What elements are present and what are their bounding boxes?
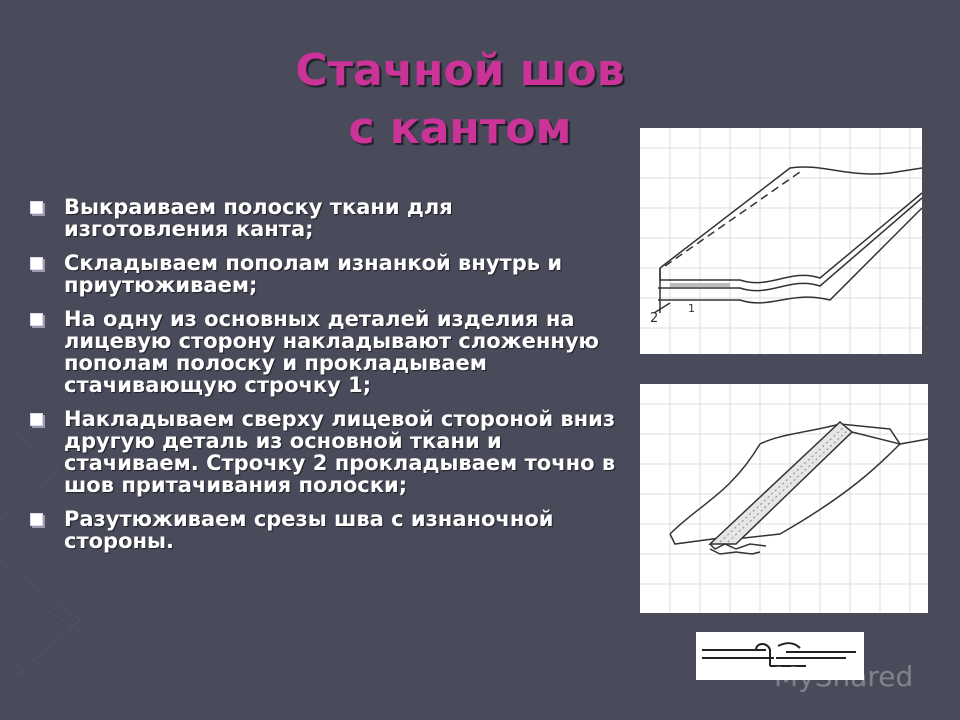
square-bullet-icon — [30, 201, 43, 214]
seam-diagram-1 — [640, 128, 922, 354]
figure-label: 1 — [688, 302, 695, 315]
square-bullet-icon — [30, 513, 43, 526]
square-bullet-icon — [30, 257, 43, 270]
figure-label: 2 — [650, 311, 659, 326]
list-item — [28, 196, 618, 240]
seam-diagram-2-drawing — [640, 384, 928, 613]
seam-diagram-1-drawing — [640, 128, 922, 354]
bullet-text: На одну из основных деталей изделия на лицевую сторону накладывают сложенную пополам полоску и прокладываем стачивающую строчку 1; — [64, 307, 599, 397]
list-item — [28, 308, 618, 396]
list-item — [28, 252, 618, 296]
bullet-list — [28, 196, 618, 564]
list-item — [28, 408, 618, 496]
bullet-text: Складываем пополам изнанкой внутрь и приутюживаем; — [64, 251, 563, 297]
bullet-text: Накладываем сверху лицевой стороной вниз другую деталь из основной ткани и стачиваем. Строчку 2 прокладываем точно в шов притачивания полоски; — [64, 407, 616, 497]
title-line-2: с кантом — [348, 103, 572, 154]
watermark-text: MyShared — [774, 660, 914, 693]
square-bullet-icon — [30, 313, 43, 326]
bullet-text: Разутюживаем срезы шва с изнаночной стороны. — [64, 507, 554, 553]
square-bullet-icon — [30, 413, 43, 426]
seam-diagram-2 — [640, 384, 928, 613]
bullet-text: Выкраиваем полоску ткани для изготовления канта; — [64, 195, 453, 241]
title-line-1: Стачной шов — [295, 45, 625, 96]
list-item — [28, 508, 618, 552]
